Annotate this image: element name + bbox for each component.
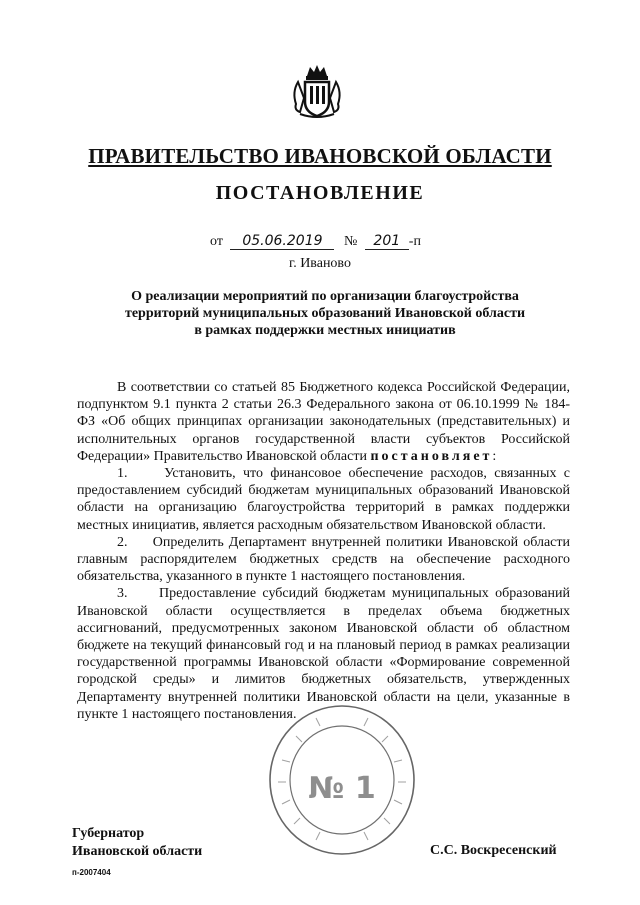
coat-of-arms-emblem [290,62,344,120]
from-label: от [210,234,223,249]
number-suffix: -п [408,234,421,249]
city: г. Иваново [289,256,351,271]
document-type: ПОСТАНОВЛЕНИЕ [215,182,425,204]
decree-date: 05.06.2019 [230,233,334,250]
signatory-name: С.С. Воскресенский [430,843,557,858]
signatory-title [72,825,202,861]
date-number-line [210,233,421,250]
item-3: 3. Предоставление субсидий бюджетам муниципальных образований Ивановской области осуществляется в пределах объема бюджетных ассигнований, предусмотренных законом Ивановской области об областном бюджете на текущий финансовый год и на плановый период в рамках реализации государственной программы Ивановской области «Формирование современной городской среды» и лимитов бюджетных обязательств, утвержденных Департаменту внутренней политики Ивановской области на цели, указанные в пункте 1 настоящего постановления. [77,586,570,722]
round-seal-stamp [264,700,420,860]
seal-number: № 1 [308,771,376,806]
government-title: ПРАВИТЕЛЬСТВО ИВАНОВСКОЙ ОБЛАСТИ [88,144,552,168]
number-sign: № [343,234,358,249]
signatory-title-line-2: Ивановской области [72,844,203,859]
item-1: 1. Установить, что финансовое обеспечение расходов, связанных с предоставлением субсидий бюджетам муниципальных образований Ивановской области на организацию благоустройства территорий в рамках поддержки местных инициатив, является расходным обязательством Ивановской области. [77,466,570,533]
document-code: п-2007404 [72,868,111,877]
decree-body [77,379,570,723]
signatory-title-line-1: Губернатор [72,826,145,841]
subject-heading [90,288,560,339]
item-2: 2. Определить Департамент внутренней политики Ивановской области главным распорядителем бюджетных средств на обеспечение расходного обязательства, указанного в пункте 1 настоящего постановления. [77,534,570,585]
subject-line-2: территорий муниципальных образований Ивановской области [124,306,526,321]
decrees-colon: : [492,448,497,464]
decree-number: 201 [365,233,409,250]
preamble-text: В соответствии со статьей 85 Бюджетного кодекса Российской Федерации, подпунктом 9.1 пункта 2 статьи 26.3 Федерального закона от 06.10.1999 № 184-ФЗ «Об общих принципах организации законодательных (представительных) и исполнительных органов государственной власти субъектов Российской Федерации» Правительство Ивановской области [77,380,570,464]
subject-line-1: О реализации мероприятий по организации благоустройства [131,289,519,304]
subject-line-3: в рамках поддержки местных инициатив [194,323,456,338]
decrees-word: постановляет [370,448,493,464]
preamble-paragraph [77,379,570,465]
